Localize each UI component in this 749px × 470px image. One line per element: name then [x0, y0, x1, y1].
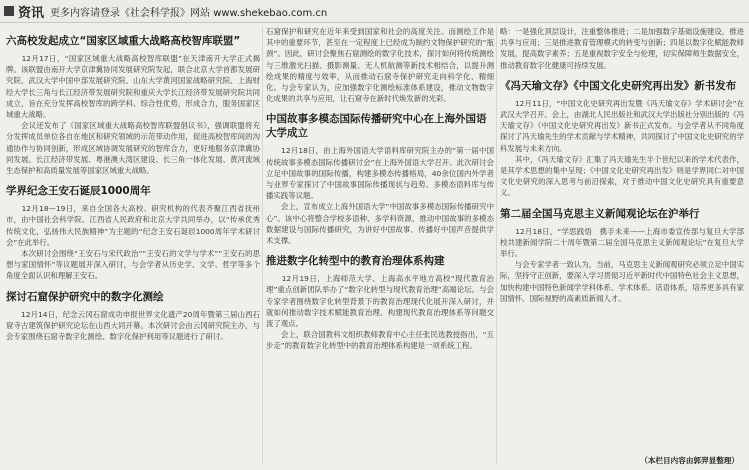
editor-credit: （本栏目内容由郭羿显整理） — [640, 456, 739, 465]
section-subtitle: 更多内容请登录《社会科学报》网站 www.shekebao.com.cn — [50, 7, 328, 19]
article-body: 12月18—19日，来自全国各大高校、研究机构的代表齐聚江西省抚州市，由中国社会科学院、江西省人民政府和北京大学共同举办，以“传承优秀传统文化，弘扬伟大民族精神”为主题的“纪念王安石诞辰1000周年学术研讨会”在此举行。 本次研讨会围绕“王安石与宋代政治”“王安石的文学与学术”“王安石的思想与家国情怀”等议题展开深入研讨，与会学者从历史学、文学、哲学等多个角度全面认识和理解王安石。 — [6, 204, 260, 281]
article-think-tank-alliance — [6, 34, 260, 176]
column-left — [6, 26, 260, 464]
section-title: 资讯 — [18, 5, 45, 21]
article-headline: 《冯天瑜文存》《中国文化史研究再出发》新书发布 — [500, 79, 737, 92]
article-education-governance — [266, 254, 494, 351]
column-right — [500, 26, 744, 464]
article-china-story-center — [266, 112, 494, 246]
article-wang-anshi — [6, 184, 260, 281]
article-body: 石窟保护和研究在近年来受到国家和社会的高度关注。而测绘工作是其中的重要环节，甚至在一定程度上已经成为制约文物保护研究的“瓶颈”。因此，研讨会聚焦石窟测绘的数字化技术，探讨如何将传统测绘与三维激光扫描、摄影测量、无人机航测等新技术相结合，以提升测绘成果的精度与效率，从而推动石窟寺保护研究走向科学化、精细化。与会专家认为，应加强数字化测绘标准体系建设，推动文物数字化成果的共享与应用，让石窟寺在新时代焕发新的光彩。 — [266, 27, 494, 104]
article-body: 12月19日，上海师范大学、上海高水平地方高校“现代教育治理”重点创新团队举办了“数字化转型与现代教育治理”高端论坛。与会专家学者围绕数字化转型背景下的教育治理现代化展开深入研讨，并就如何推动数字技术赋能教育治理、构建现代教育治理体系等问题交流了观点。 会上，联合国教科文组织教师教育中心主任张民选教授指出，“五步走”的教育数字化转型中的教育治理体系构建是一项系统工程。 — [266, 274, 494, 351]
article-education-continued — [500, 26, 744, 71]
column-divider — [496, 26, 497, 464]
article-headline: 六高校发起成立“国家区域重大战略高校智库联盟” — [6, 35, 241, 47]
section-marker-icon — [4, 6, 14, 16]
article-headline: 推进数字化转型中的教育治理体系构建 — [266, 255, 445, 268]
article-body: 略：一是强化顶层设计，注重整体推进；二是加强数字基础设施建设，推进共享与应用；三是推进教育管理模式的转变与创新；四是以数字化赋能教师发展，提高数字素养；五是重视数字安全与伦理，切实保障师生数据安全，推动教育数字化健康可持续发展。 — [500, 27, 744, 70]
article-body: 12月18日，“学思践悟 携手未来——上海市委宣传部与复旦大学部校共建新闻学院二十周年暨第二届全国马克思主义新闻观论坛”在复旦大学举行。 与会专家学者一致认为，当前，马克思主义新闻观研究必须立足中国实际，坚持守正创新，要深入学习贯彻习近平新时代中国特色社会主义思想，加快构建中国特色新闻学学科体系、学术体系、话语体系，培养更多具有家国情怀、国际视野的高素质新闻人才。 — [500, 226, 744, 303]
article-marxist-journalism-forum — [500, 207, 744, 304]
article-headline: 探讨石窟保护研究中的数字化测绘 — [6, 290, 164, 303]
article-headline: 第二届全国马克思主义新闻观论坛在沪举行 — [500, 207, 700, 220]
article-grotto-mapping — [6, 290, 260, 343]
article-body: 12月11日，“中国文化史研究再出发暨《冯天瑜文存》学术研讨会”在武汉大学召开。会上，由湖北人民出版社和武汉大学出版社分别出版的《冯天瑜文存》《中国文化史研究再出发》新书正式发布。与会学者从不同角度探讨了冯天瑜先生的学术贡献与学术精神，共同探讨了中国文化史研究的学科发展与未来方向。 其中，《冯天瑜文存》汇集了冯天瑜先生半个世纪以来的学术代表作，是其学术思想的集中呈现；《中国文化史研究再出发》则是学界同仁对中国文化史研究的深入思考与前沿探索，对于推动中国文化史研究具有重要意义。 — [500, 98, 744, 198]
article-grotto-continued — [266, 26, 494, 104]
article-book-launch — [500, 79, 744, 199]
article-headline: 中国故事多模态国际传播研究中心在上海外国语大学成立 — [266, 113, 487, 140]
article-body: 12月18日，由上海外国语大学语料库研究院主办的“第一届中国传统故事多模态国际传播研讨会”在上海外国语大学召开。此次研讨会立足中国故事的国际传播，构建多模态传播格局，40余位国内外学者与业界专家探讨了中国故事国际传播现状与趋势、多模态语料库与传播实践等议题。 会上，宣布成立上海外国语大学“中国故事多模态国际传播研究中心”。该中心将整合学校多语种、多学科资源，推动中国故事的多模态数据建设与国际传播研究，为讲好中国故事、传播好中国声音提供学术支撑。 — [266, 146, 494, 246]
article-body: 12月14日，纪念云冈石窟成功申报世界文化遗产20周年暨第三届山西石窟寺古建筑保护研究论坛在山西大同开幕。本次研讨会由云冈研究院主办，与会专家围绕石窟寺数字化测绘、数字化保护利用等议题进行了研讨。 — [6, 309, 260, 342]
section-header — [0, 0, 749, 23]
article-headline: 学界纪念王安石诞辰1000周年 — [6, 185, 151, 198]
column-middle — [266, 26, 494, 464]
column-divider — [262, 26, 263, 464]
article-body: 12月17日，“国家区域重大战略高校智库联盟”在天津南开大学正式揭牌。该联盟由南开大学京津冀协同发展研究院发起，联合北京大学首都发展研究院、武汉大学中国中部发展研究院、山东大学黄河国家战略研究院、上海财经大学长三角与长江经济带发展研究院和重庆大学长江经济带发展研究院共同成立，旨在充分发挥高校智库的跨学科、综合性优势，形成合力，服务国家区域重大战略。 会议还发布了《国家区域重大战略高校智库联盟倡议书》，强调联盟将充分发挥成员单位各自在地区和研究领域的示范带动作用，促进高校智库间的沟通协作与协同创新，形成区域协调发展研究的智库合力，更好地服务京津冀协同发展、长江经济带发展、粤港澳大湾区建设、长三角一体化发展、黄河流域生态保护和高质量发展等国家区域重大战略。 — [6, 54, 260, 176]
